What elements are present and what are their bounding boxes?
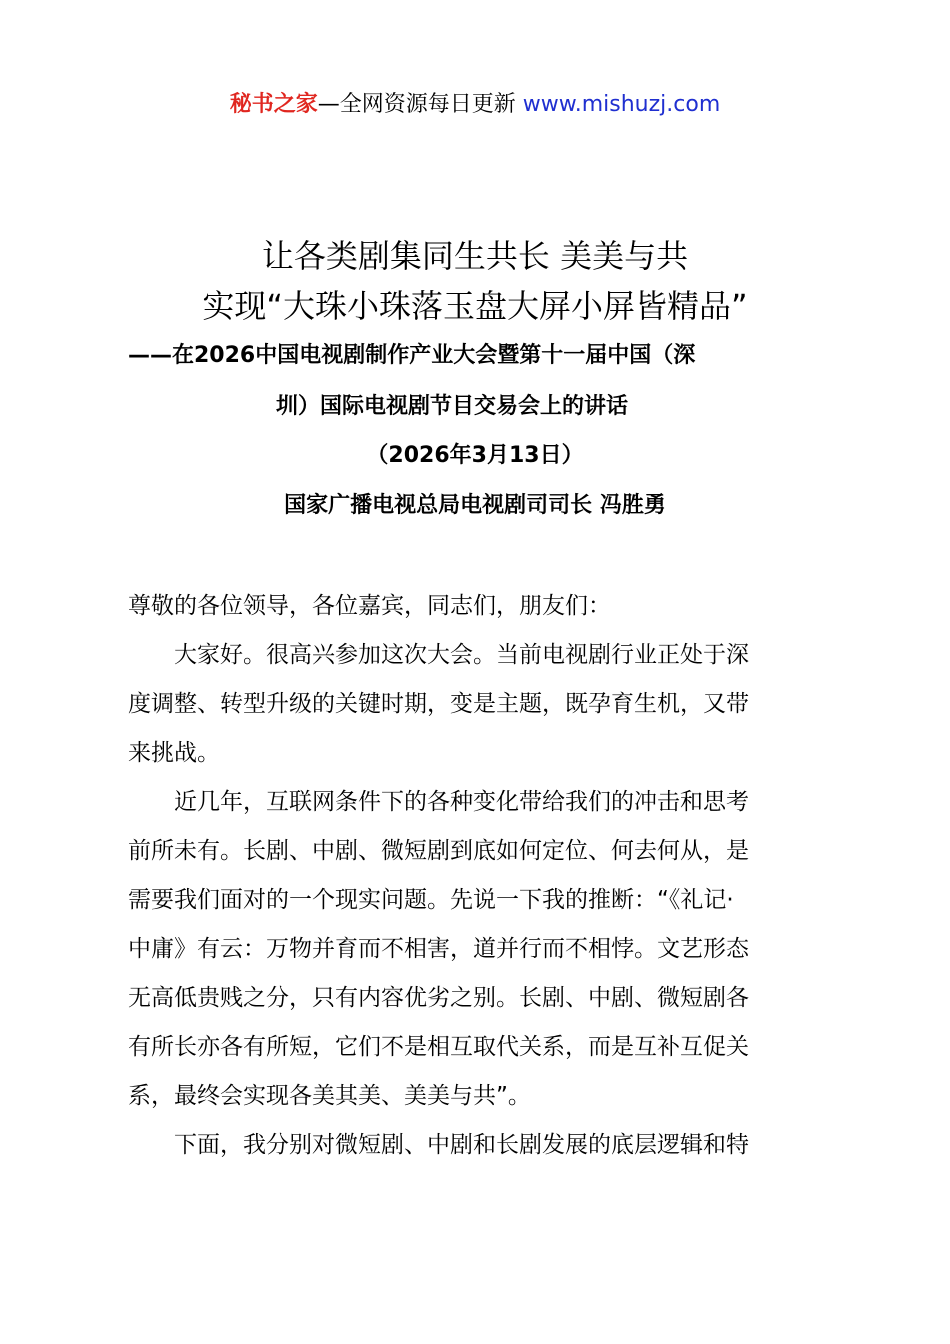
body-line: 需要我们面对的一个现实问题。先说一下我的推断：“《礼记· (128, 887, 734, 913)
speech-author: 国家广播电视总局电视剧司司长 冯胜勇 (284, 493, 666, 518)
speech-subtitle-line-1: ——在2026中国电视剧制作产业大会暨第十一届中国（深 (128, 343, 696, 368)
speech-title-line-1: 让各类剧集同生共长 美美与共 (261, 237, 689, 275)
site-url[interactable]: www.mishuzj.com (522, 92, 721, 117)
speech-date: （2026年3月13日） (366, 443, 584, 468)
site-brand: 秘书之家 (229, 92, 318, 117)
speech-body (128, 582, 838, 1170)
speech-title-line-2: 实现“大珠小珠落玉盘大屏小屏皆精品” (202, 287, 748, 325)
body-line: 来挑战。 (128, 740, 220, 766)
body-line: 近几年，互联网条件下的各种变化带给我们的冲击和思考 (128, 789, 749, 815)
site-tagline: —全网资源每日更新 (317, 92, 516, 117)
body-line: 度调整、转型升级的关键时期，变是主题，既孕育生机，又带 (128, 691, 749, 717)
speech-subtitle-line-2: 圳）国际电视剧节目交易会上的讲话 (276, 394, 629, 419)
body-line: 有所长亦各有所短，它们不是相互取代关系，而是互补互促关 (128, 1034, 749, 1060)
site-header (0, 88, 950, 122)
body-line: 中庸》有云：万物并育而不相害，道并行而不相悖。文艺形态 (128, 936, 749, 962)
body-line: 前所未有。长剧、中剧、微短剧到底如何定位、何去何从，是 (128, 838, 749, 864)
body-line: 系，最终会实现各美其美、美美与共”。 (128, 1083, 531, 1109)
body-line: 大家好。很高兴参加这次大会。当前电视剧行业正处于深 (128, 642, 749, 668)
body-line: 尊敬的各位领导，各位嘉宾，同志们，朋友们： (128, 593, 611, 619)
body-line: 无高低贵贱之分，只有内容优劣之别。长剧、中剧、微短剧各 (128, 985, 749, 1011)
body-line: 下面，我分别对微短剧、中剧和长剧发展的底层逻辑和特 (128, 1132, 749, 1158)
